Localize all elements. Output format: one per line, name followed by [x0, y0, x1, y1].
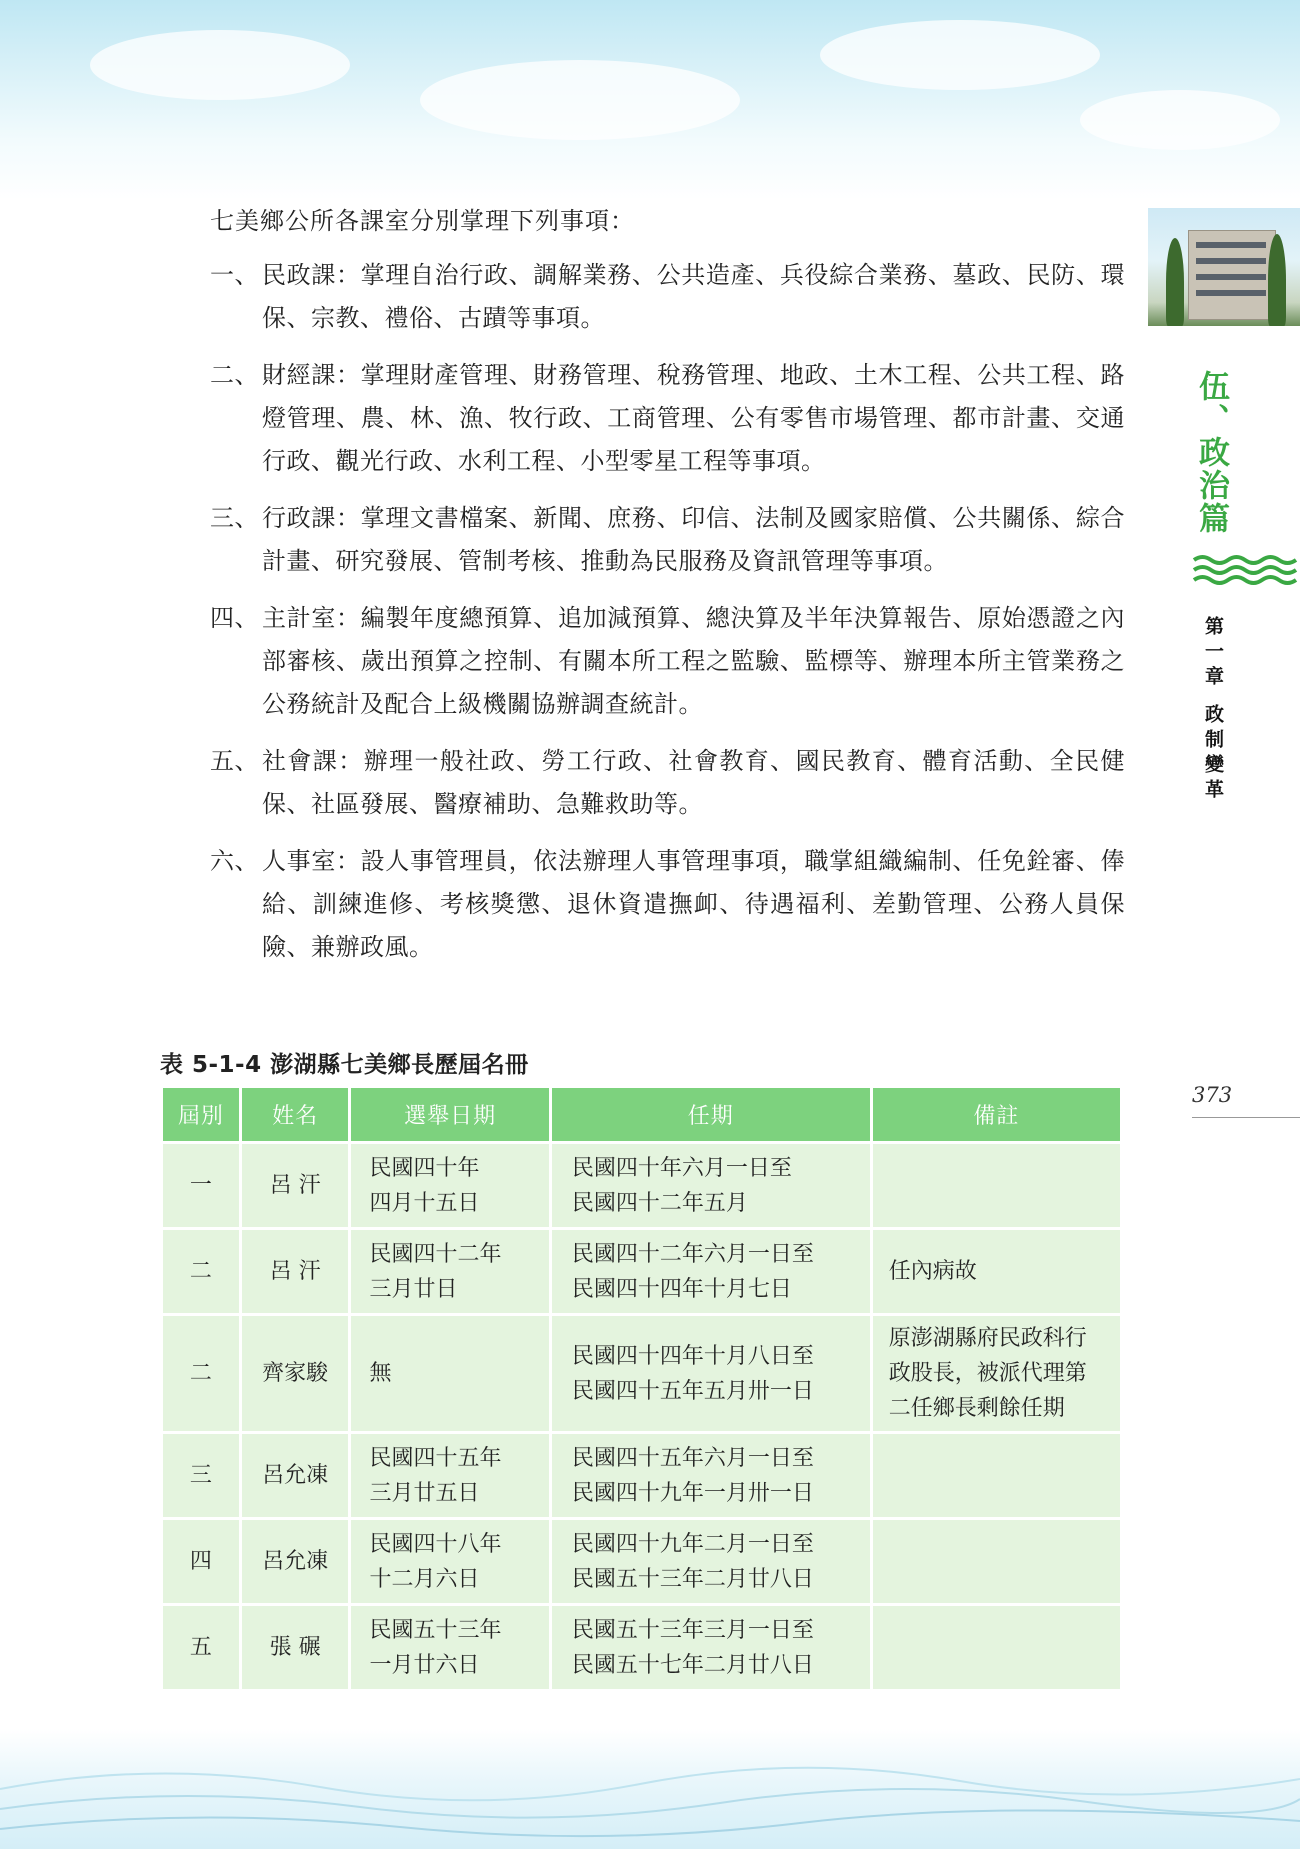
cell-term: 五	[162, 1605, 241, 1691]
cell-name: 齊家駿	[240, 1315, 350, 1433]
township-office-photo	[1148, 208, 1300, 326]
cell-note	[871, 1519, 1121, 1605]
cell-name: 呂 汗	[240, 1143, 350, 1229]
sky-background	[0, 0, 1300, 200]
cell-term: 二	[162, 1229, 241, 1315]
table-header-row	[162, 1087, 1122, 1143]
cell-note	[871, 1605, 1121, 1691]
header-term: 屆別	[162, 1087, 241, 1143]
section-title: 伍、政治篇	[1193, 370, 1229, 535]
list-item	[210, 740, 1125, 826]
cell-name: 呂允凍	[240, 1433, 350, 1519]
sea-waves-background	[0, 1729, 1300, 1849]
cell-note: 原澎湖縣府民政科行 政股長，被派代理第 二任鄉長剩餘任期	[871, 1315, 1121, 1433]
list-item-text: 社會課：辦理一般社政、勞工行政、社會教育、國民教育、體育活動、全民健保、社區發展、醫療補助、急難救助等。	[262, 747, 1125, 818]
cell-election-date: 無	[350, 1315, 550, 1433]
cell-election-date: 民國四十五年 三月廿五日	[350, 1433, 550, 1519]
page-number: 373	[1192, 1083, 1233, 1107]
list-item-text: 民政課：掌理自治行政、調解業務、公共造產、兵役綜合業務、墓政、民防、環保、宗教、禮俗、古蹟等事項。	[262, 261, 1125, 332]
cell-tenure: 民國五十三年三月一日至 民國五十七年二月廿八日	[550, 1605, 871, 1691]
cell-tenure: 民國四十五年六月一日至 民國四十九年一月卅一日	[550, 1433, 871, 1519]
table-row	[162, 1433, 1122, 1519]
cell-note: 任內病故	[871, 1229, 1121, 1315]
list-item-text: 財經課：掌理財產管理、財務管理、稅務管理、地政、土木工程、公共工程、路燈管理、農、林、漁、牧行政、工商管理、公有零售市場管理、都市計畫、交通行政、觀光行政、水利工程、小型零星工程等事項。	[262, 361, 1125, 475]
wave-ornament-icon	[1192, 552, 1298, 588]
table-caption: 表 5-1-4 澎湖縣七美鄉長歷屆名冊	[160, 1052, 529, 1078]
cell-term: 一	[162, 1143, 241, 1229]
cell-note	[871, 1143, 1121, 1229]
list-item	[210, 254, 1125, 340]
header-note: 備註	[871, 1087, 1121, 1143]
cell-tenure: 民國四十四年十月八日至 民國四十五年五月卅一日	[550, 1315, 871, 1433]
list-item-number: 一、	[210, 261, 259, 289]
list-item	[210, 840, 1125, 969]
list-item-number: 六、	[210, 847, 259, 875]
table-row	[162, 1143, 1122, 1229]
list-item-text: 行政課：掌理文書檔案、新聞、庶務、印信、法制及國家賠償、公共關係、綜合計畫、研究發展、管制考核、推動為民服務及資訊管理等事項。	[262, 504, 1125, 575]
table-row	[162, 1315, 1122, 1433]
list-item-text: 主計室：編製年度總預算、追加減預算、總決算及半年決算報告、原始憑證之內部審核、歲出預算之控制、有關本所工程之監驗、監標等、辦理本所主管業務之公務統計及配合上級機關協辦調查統計。	[262, 604, 1125, 718]
list-item-number: 二、	[210, 361, 259, 389]
chapter-title: 第一章 政制變革	[1202, 616, 1224, 804]
list-item	[210, 497, 1125, 583]
cell-tenure: 民國四十年六月一日至 民國四十二年五月	[550, 1143, 871, 1229]
list-item-text: 人事室：設人事管理員，依法辦理人事管理事項，職掌組織編制、任免銓審、俸給、訓練進修、考核獎懲、退休資遣撫卹、待遇福利、差勤管理、公務人員保險、兼辦政風。	[262, 847, 1125, 961]
cell-tenure: 民國四十九年二月一日至 民國五十三年二月廿八日	[550, 1519, 871, 1605]
table-row	[162, 1229, 1122, 1315]
list-item-number: 三、	[210, 504, 259, 532]
mayor-roster-table	[160, 1085, 1123, 1692]
cell-term: 四	[162, 1519, 241, 1605]
cell-election-date: 民國四十八年 十二月六日	[350, 1519, 550, 1605]
cell-name: 呂允凍	[240, 1519, 350, 1605]
cell-election-date: 民國五十三年 一月廿六日	[350, 1605, 550, 1691]
cell-term: 三	[162, 1433, 241, 1519]
list-item-number: 五、	[210, 747, 259, 775]
cell-election-date: 民國四十二年 三月廿日	[350, 1229, 550, 1315]
table-row	[162, 1605, 1122, 1691]
list-item	[210, 597, 1125, 726]
cell-name: 張 碾	[240, 1605, 350, 1691]
table-row	[162, 1519, 1122, 1605]
cell-term: 二	[162, 1315, 241, 1433]
intro-paragraph: 七美鄉公所各課室分別掌理下列事項：	[210, 207, 635, 235]
cell-name: 呂 汗	[240, 1229, 350, 1315]
cell-tenure: 民國四十二年六月一日至 民國四十四年十月七日	[550, 1229, 871, 1315]
header-tenure: 任期	[550, 1087, 871, 1143]
cell-election-date: 民國四十年 四月十五日	[350, 1143, 550, 1229]
page-number-rule	[1192, 1117, 1300, 1118]
cell-note	[871, 1433, 1121, 1519]
list-item-number: 四、	[210, 604, 259, 632]
main-content	[210, 204, 1125, 983]
header-election-date: 選舉日期	[350, 1087, 550, 1143]
header-name: 姓名	[240, 1087, 350, 1143]
list-item	[210, 354, 1125, 483]
